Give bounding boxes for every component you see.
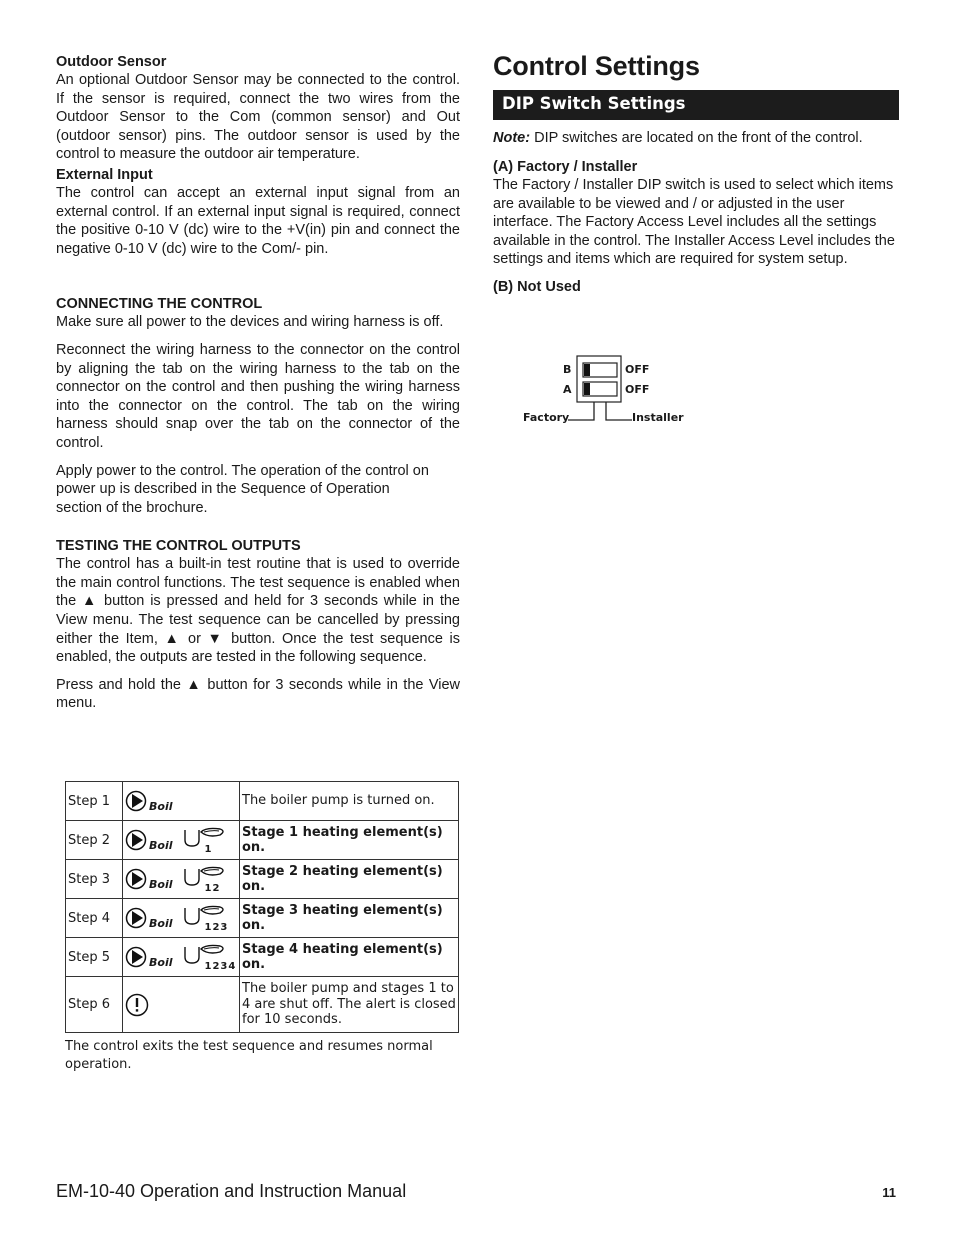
step-label: Step 5 xyxy=(66,938,123,977)
step-description: The boiler pump is turned on. xyxy=(240,782,459,821)
note-text: DIP switches are located on the front of the control. xyxy=(530,130,863,146)
stage-number: 12 xyxy=(204,883,221,894)
section-band: DIP Switch Settings xyxy=(493,90,899,120)
testing-heading: TESTING THE CONTROL OUTPUTS xyxy=(56,538,301,555)
dip-label-factory: Factory xyxy=(523,411,570,424)
connecting-p3: Apply power to the control. The operation of the control on power up is described in the Sequence of Operation section of the brochure. xyxy=(56,462,429,516)
page-title: Control Settings xyxy=(493,51,700,81)
pump-label: Boil xyxy=(149,799,173,813)
connecting-p1: Make sure all power to the devices and wiring harness is off. xyxy=(56,314,444,331)
step-description: Stage 1 heating element(s) on. xyxy=(240,821,459,860)
exit-note: The control exits the test sequence and resumes normal operation. xyxy=(65,1039,433,1072)
step-icons xyxy=(123,821,240,860)
left-column xyxy=(56,53,460,713)
factory-installer-heading: (A) Factory / Installer xyxy=(493,159,638,175)
dip-label-a: A xyxy=(563,383,572,396)
step-icons xyxy=(123,782,240,821)
page-number: 11 xyxy=(882,1185,896,1200)
step-icons xyxy=(123,977,240,1033)
table-row xyxy=(66,782,459,821)
dip-label-off-a: OFF xyxy=(625,383,650,396)
heating-element-icon xyxy=(182,865,226,893)
stage-number: 1 xyxy=(204,844,213,855)
manual-title: EM-10-40 Operation and Instruction Manual xyxy=(56,1181,407,1201)
step-description: Stage 3 heating element(s) on. xyxy=(240,899,459,938)
note xyxy=(493,129,899,147)
dip-label-installer: Installer xyxy=(632,411,684,424)
table-row xyxy=(66,938,459,977)
pump-label: Boil xyxy=(149,838,173,852)
external-input-text: The control can accept an external input signal from an external control. If an external input signal is required, connect the positive 0-10 V (dc) wire to the +V(in) pin and connect the negative 0-10 V (dc) wire to the Com/- pin. xyxy=(56,184,460,257)
pump-label: Boil xyxy=(149,877,173,891)
step-icons xyxy=(123,860,240,899)
pump-icon xyxy=(125,907,147,929)
step-label: Step 1 xyxy=(66,782,123,821)
step-label: Step 4 xyxy=(66,899,123,938)
outdoor-sensor-text: An optional Outdoor Sensor may be connected to the control. If the sensor is required, connect the two wires from the Outdoor Sensor to the Com (common sensor) and Out (outdoor sensor) pins. The outdoor sensor is used by the control to measure the outdoor air temperature. xyxy=(56,72,460,163)
note-label: Note: xyxy=(493,130,531,146)
step-label: Step 3 xyxy=(66,860,123,899)
table-row xyxy=(66,821,459,860)
pump-icon xyxy=(125,868,147,890)
heating-element-icon xyxy=(182,826,226,854)
test-sequence-table xyxy=(65,781,459,1033)
pump-label: Boil xyxy=(149,916,173,930)
testing-p1: The control has a built-in test routine that is used to override the main control functions. The test sequence is enabled when the ▲ button is pressed and held for 3 seconds while in the View menu. The test sequence can be cancelled by pressing either the Item, ▲ or ▼ button. Once the test sequence is enabled, the outputs are tested in the following sequence. xyxy=(56,556,460,666)
heating-element-icon xyxy=(182,904,229,933)
stage-number: 1234 xyxy=(204,961,237,972)
table-row xyxy=(66,860,459,899)
dip-label-b: B xyxy=(563,363,572,376)
table-row xyxy=(66,899,459,938)
pump-label: Boil xyxy=(149,955,173,969)
external-input-heading: External Input xyxy=(56,166,153,183)
table-row xyxy=(66,977,459,1033)
testing-p2: Press and hold the ▲ button for 3 seconds while in the View menu. xyxy=(56,676,460,712)
factory-installer-text: The Factory / Installer DIP switch is used to select which items are available to be viewed and / or adjusted in the user interface. The Factory Access Level includes all the settings available in the control. The Installer Access Level includes the settings and items which are required for system setup. xyxy=(493,177,895,268)
step-description: Stage 2 heating element(s) on. xyxy=(240,860,459,899)
pump-icon xyxy=(125,946,147,968)
dip-label-off-b: OFF xyxy=(625,363,650,376)
step-icons xyxy=(123,938,240,977)
step-icons xyxy=(123,899,240,938)
right-column xyxy=(493,50,899,296)
connecting-p2: Reconnect the wiring harness to the connector on the control by aligning the tab on the wiring harness to the tab on the connector on the control and then pushing the wiring harness into the connector on the control. The tab on the wiring harness should snap over the tab on the connector of the control. xyxy=(56,341,460,451)
step-description: Stage 4 heating element(s) on. xyxy=(240,938,459,977)
connecting-heading: CONNECTING THE CONTROL xyxy=(56,296,263,313)
alert-icon xyxy=(125,993,149,1017)
not-used-heading: (B) Not Used xyxy=(493,278,581,295)
step-description: The boiler pump and stages 1 to 4 are shut off. The alert is closed for 10 seconds. xyxy=(240,977,459,1033)
heating-element-icon xyxy=(182,943,237,972)
outdoor-sensor-heading: Outdoor Sensor xyxy=(56,54,167,70)
pump-icon xyxy=(125,829,147,851)
dip-switch-diagram xyxy=(510,352,700,432)
step-label: Step 6 xyxy=(66,977,123,1033)
stage-number: 123 xyxy=(204,922,229,933)
step-label: Step 2 xyxy=(66,821,123,860)
pump-icon xyxy=(125,790,147,812)
